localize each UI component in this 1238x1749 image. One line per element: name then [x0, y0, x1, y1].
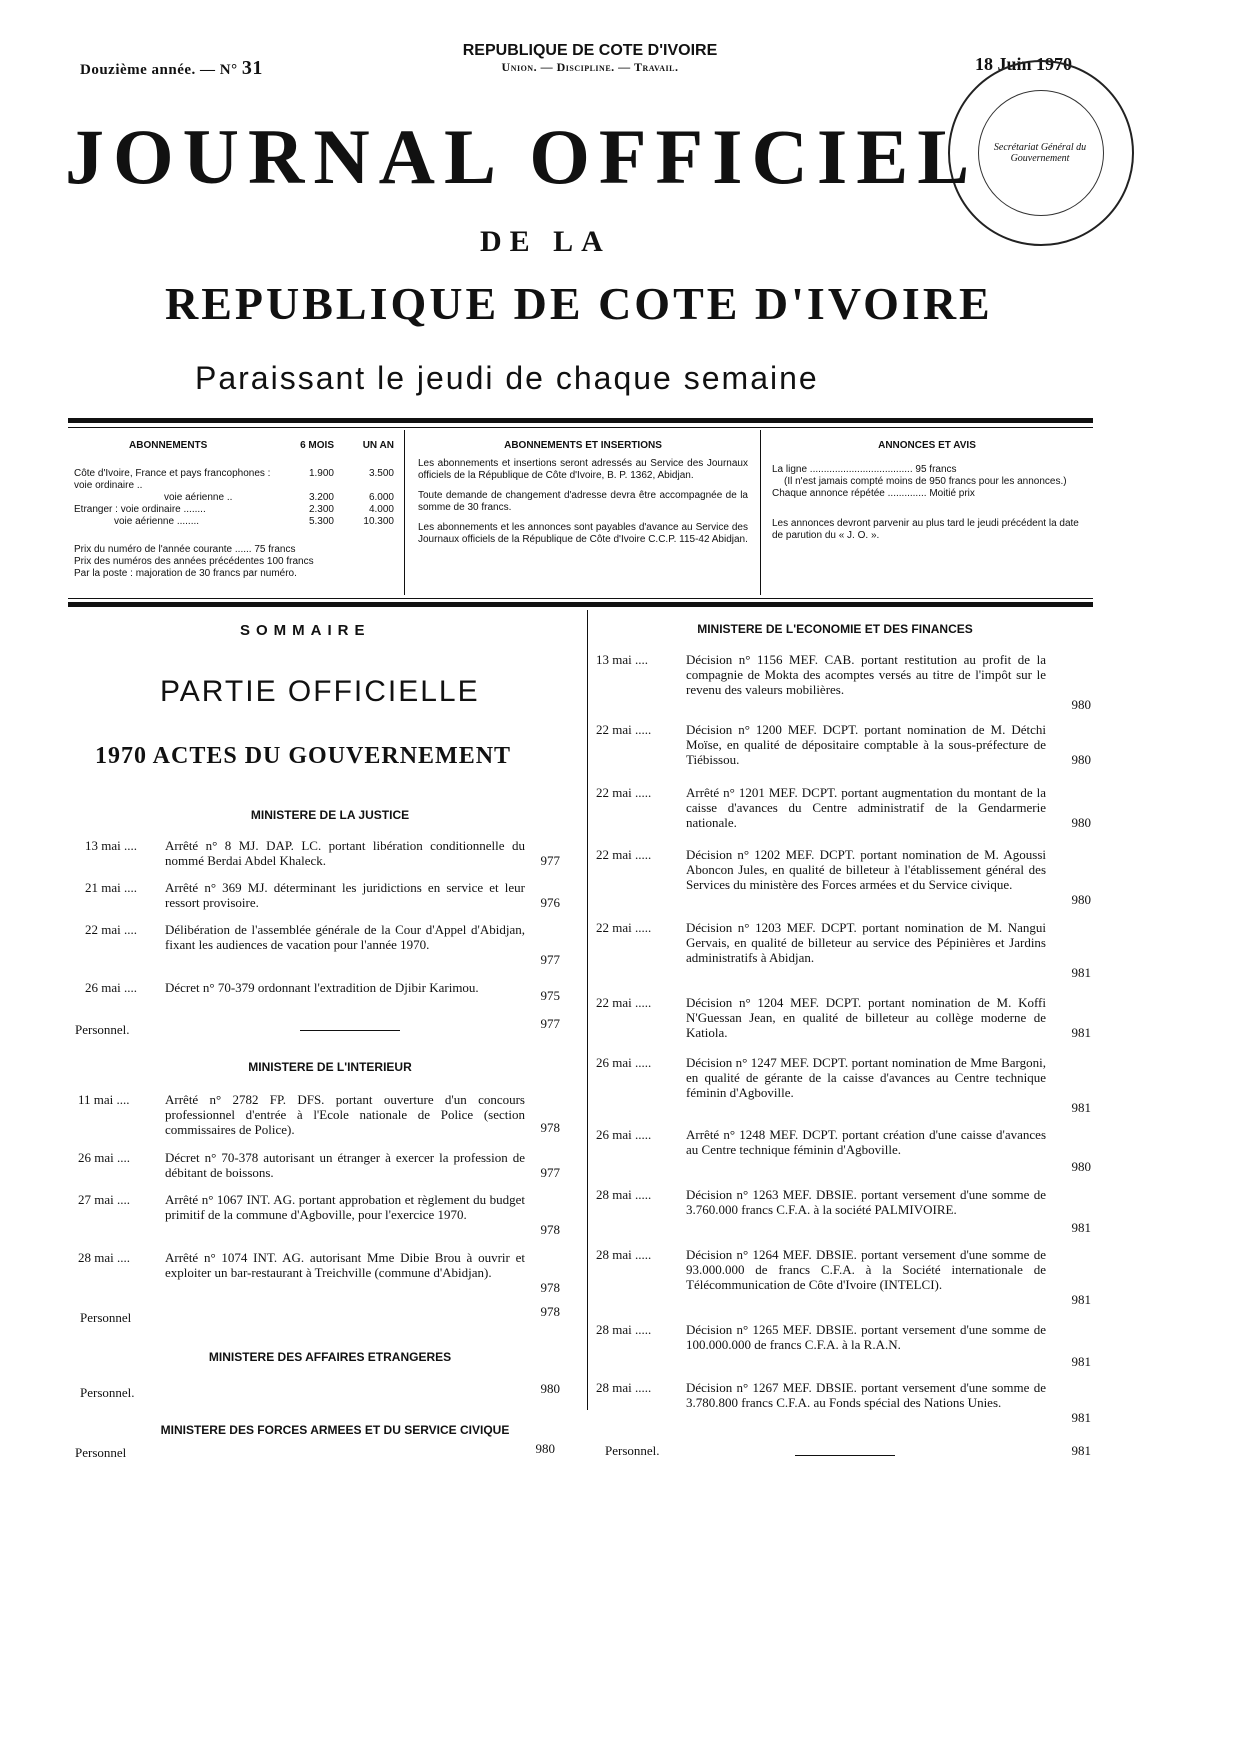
ministry-heading: MINISTERE DES AFFAIRES ETRANGERES	[208, 1350, 452, 1364]
publication-frequency: Paraissant le jeudi de chaque semaine	[195, 360, 819, 396]
title-republique: REPUBLIQUE DE COTE D'IVOIRE	[165, 278, 993, 329]
box-divider-2	[760, 430, 761, 595]
bottom-rule	[68, 602, 1093, 607]
subscription-row: Etranger : voie ordinaire ........ 2.300 4.000	[74, 504, 394, 515]
price-line: Prix des numéros des années précédentes 100 francs	[74, 556, 314, 567]
insertions-box	[418, 440, 748, 546]
insertions-heading: ABONNEMENTS ET INSERTIONS	[504, 440, 662, 451]
ministry-heading: MINISTERE DE L'INTERIEUR	[248, 1060, 412, 1074]
journal-title: JOURNAL OFFICIEL	[65, 113, 979, 200]
price-line: Par la poste : majoration de 30 francs par numéro.	[74, 568, 297, 579]
top-rule-thin	[68, 427, 1093, 428]
motto: Union. — Discipline. — Travail.	[501, 60, 679, 74]
column-divider	[587, 610, 588, 1410]
subscriptions-header: ABONNEMENTS 6 MOIS UN AN	[129, 440, 394, 451]
announcement-line: Chaque annonce répétée .............. Moitié prix	[772, 488, 975, 499]
top-rule	[68, 418, 1093, 423]
box-divider-1	[404, 430, 405, 595]
ministry-heading: MINISTERE DE LA JUSTICE	[250, 808, 410, 822]
partie-officielle: PARTIE OFFICIELLE	[160, 675, 480, 708]
announcements-heading: ANNONCES ET AVIS	[878, 440, 976, 451]
title-de-la: DE LA	[480, 225, 611, 258]
issue-number: 31	[241, 57, 263, 79]
subscription-row: Côte d'Ivoire, France et pays francophones : voie ordinaire .. 1.900 3.500	[74, 468, 394, 491]
bottom-rule-thin	[68, 598, 1093, 599]
insertions-paragraph: Les abonnements et insertions seront adressés au Service des Journaux officiels de la République de Côte d'Ivoire, B. P. 1362, Abidjan.	[418, 458, 748, 481]
sommaire-title: SOMMAIRE	[240, 622, 371, 639]
republic-name: REPUBLIQUE DE COTE D'IVOIRE	[462, 42, 718, 59]
separator	[795, 1455, 895, 1456]
separator	[300, 1030, 400, 1031]
ministry-heading: MINISTERE DE L'ECONOMIE ET DES FINANCES	[697, 622, 973, 636]
republic-header	[400, 42, 780, 75]
announcement-line: (Il n'est jamais compté moins de 950 francs pour les annonces.)	[784, 476, 1067, 487]
announcement-line: La ligne ..................................... 95 francs	[772, 464, 957, 475]
subscription-row: voie aérienne ........ 5.300 10.300	[114, 516, 394, 527]
actes-title: 1970 ACTES DU GOUVERNEMENT	[95, 743, 512, 769]
insertions-paragraph: Les abonnements et les annonces sont payables d'avance au Service des Journaux officiels de la République de Côte d'Ivoire C.C.P. 115-42 Abidjan.	[418, 522, 748, 545]
insertions-paragraph: Toute demande de changement d'adresse devra être accompagnée de la somme de 30 francs.	[418, 490, 748, 513]
announcements-box	[772, 440, 1082, 542]
year-label: Douzième année. — N°	[80, 62, 238, 78]
subscription-row: voie aérienne .. 3.200 6.000	[164, 492, 394, 503]
announcement-line: Les annonces devront parvenir au plus tard le jeudi précédent la date de parution du « J. O. ».	[772, 518, 1079, 541]
issue-label	[80, 57, 263, 80]
price-line: Prix du numéro de l'année courante ...... 75 francs	[74, 544, 296, 555]
seal-text: Secrétariat Général du Gouvernement	[993, 142, 1087, 164]
ministry-heading: MINISTERE DES FORCES ARMEES ET DU SERVICE CIVIQUE	[160, 1423, 510, 1437]
issue-date: 18 Juin 1970	[975, 54, 1073, 74]
subscriptions-box	[74, 440, 394, 580]
